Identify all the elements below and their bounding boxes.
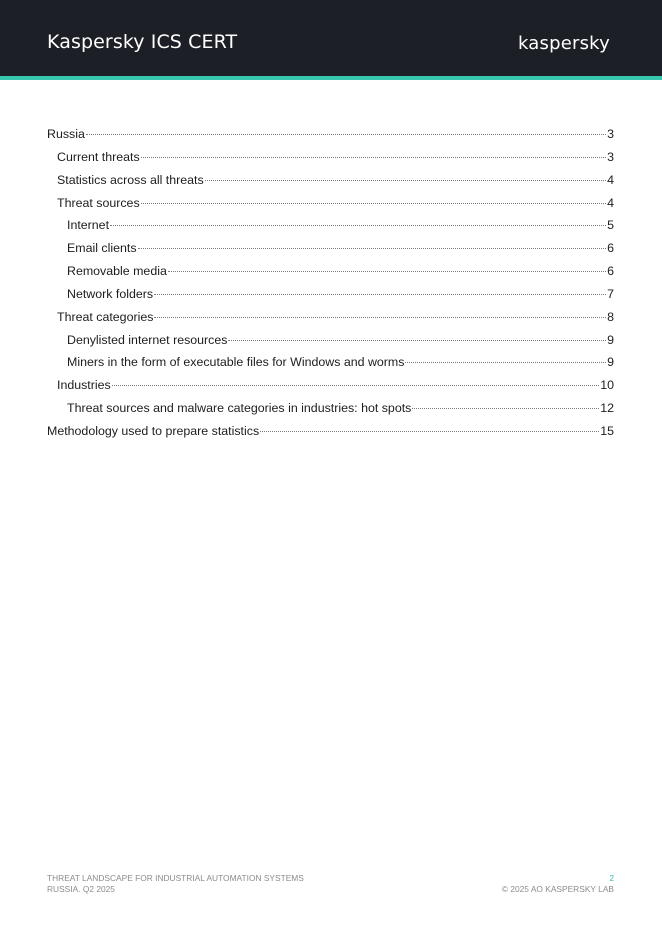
toc-entry[interactable] xyxy=(47,125,614,148)
toc-entry-label: Industries xyxy=(57,378,111,393)
toc-entry-label: Miners in the form of executable files for Windows and worms xyxy=(67,355,405,370)
footer-document-info xyxy=(47,873,304,895)
toc-dot-leader xyxy=(112,385,599,386)
toc-entry[interactable] xyxy=(47,308,614,331)
toc-entry-label: Current threats xyxy=(57,149,140,164)
toc-dot-leader xyxy=(141,203,606,204)
toc-entry-page: 8 xyxy=(607,309,614,324)
toc-dot-leader xyxy=(205,180,606,181)
toc-entry[interactable] xyxy=(47,331,614,354)
toc-dot-leader xyxy=(138,248,607,249)
toc-entry-page: 9 xyxy=(607,355,614,370)
header-accent-bar xyxy=(0,76,662,80)
toc-entry-label: Removable media xyxy=(67,264,167,279)
page-header xyxy=(0,0,662,76)
toc-dot-leader xyxy=(228,340,606,341)
toc-entry-label: Russia xyxy=(47,127,85,141)
toc-entry-label: Threat categories xyxy=(57,309,154,324)
toc-entry[interactable] xyxy=(47,376,614,399)
toc-entry-page: 9 xyxy=(607,332,614,347)
toc-dot-leader xyxy=(405,362,606,363)
toc-entry-page: 4 xyxy=(607,195,614,210)
toc-entry[interactable] xyxy=(47,194,614,217)
toc-dot-leader xyxy=(154,317,606,318)
toc-entry[interactable] xyxy=(47,171,614,194)
toc-entry[interactable] xyxy=(47,399,614,422)
toc-entry-label: Threat sources xyxy=(57,195,140,210)
toc-dot-leader xyxy=(141,157,606,158)
toc-entry-label: Email clients xyxy=(67,241,137,256)
toc-entry-page: 12 xyxy=(600,401,614,416)
toc-dot-leader xyxy=(260,431,599,432)
toc-entry[interactable] xyxy=(47,285,614,308)
footer-copyright: © 2025 AO KASPERSKY LAB xyxy=(501,884,614,894)
footer-page-info xyxy=(502,873,614,895)
toc-entry-page: 6 xyxy=(607,264,614,279)
toc-entry-page: 15 xyxy=(600,423,614,438)
toc-entry[interactable] xyxy=(47,422,614,445)
toc-entry-page: 3 xyxy=(607,149,614,164)
toc-dot-leader xyxy=(412,408,599,409)
toc-entry-label: Internet xyxy=(67,218,110,233)
footer-report-subtitle: RUSSIA. Q2 2025 xyxy=(47,884,115,894)
toc-entry-label: Threat sources and malware categories in industries: hot spots xyxy=(67,401,412,416)
toc-entry[interactable] xyxy=(47,216,614,239)
toc-entry-page: 3 xyxy=(607,127,614,141)
toc-entry-page: 7 xyxy=(607,286,614,301)
toc-entry-label: Methodology used to prepare statistics xyxy=(47,423,260,438)
toc-dot-leader xyxy=(154,294,606,295)
kaspersky-logo: kaspersky xyxy=(517,33,610,54)
toc-entry-label: Statistics across all threats xyxy=(57,172,204,187)
toc-entry-label: Network folders xyxy=(67,286,154,301)
toc-entry[interactable] xyxy=(47,148,614,171)
page-number: 2 xyxy=(609,873,614,883)
table-of-contents xyxy=(47,125,614,445)
toc-dot-leader xyxy=(168,271,606,272)
toc-dot-leader xyxy=(110,225,606,226)
toc-entry[interactable] xyxy=(47,353,614,376)
footer-report-title: THREAT LANDSCAPE FOR INDUSTRIAL AUTOMATION SYSTEMS xyxy=(47,873,304,883)
toc-entry-label: Denylisted internet resources xyxy=(67,332,228,347)
toc-entry[interactable] xyxy=(47,262,614,285)
toc-entry[interactable] xyxy=(47,239,614,262)
toc-entry-page: 5 xyxy=(607,218,614,233)
header-title: Kaspersky ICS CERT xyxy=(47,31,238,53)
toc-dot-leader xyxy=(86,134,606,135)
toc-entry-page: 6 xyxy=(607,241,614,256)
toc-entry-page: 10 xyxy=(600,378,614,393)
toc-entry-page: 4 xyxy=(607,172,614,187)
